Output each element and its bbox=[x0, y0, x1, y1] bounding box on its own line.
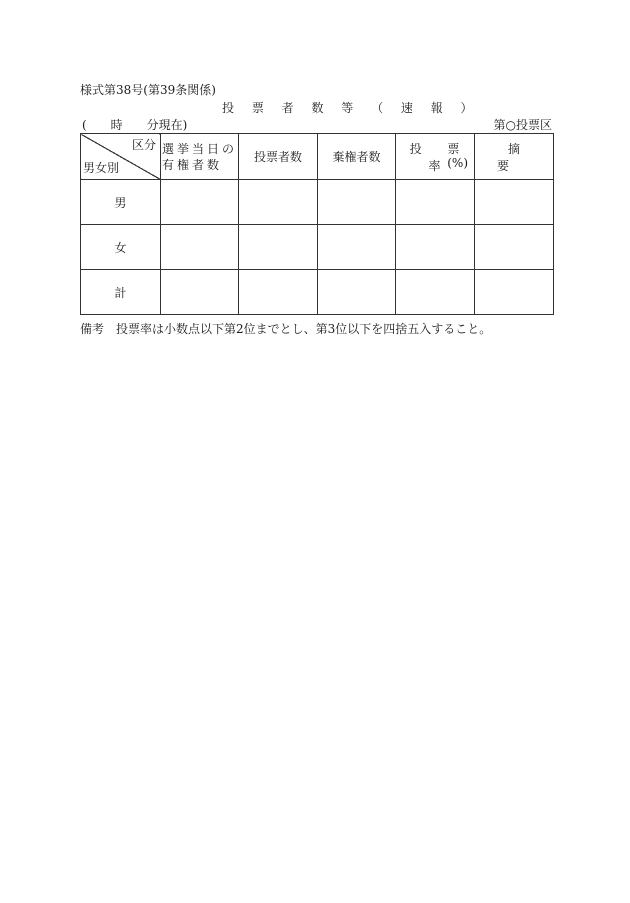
cell-remarks-total bbox=[475, 270, 554, 315]
remarks-note: 備考 投票率は小数点以下第2位までとし、第3位以下を四捨五入すること。 bbox=[80, 322, 492, 336]
cell-remarks-female bbox=[475, 225, 554, 270]
rate-header-line2: (%) bbox=[447, 156, 468, 170]
time-as-of: ( 時 分現在) bbox=[82, 118, 188, 132]
cell-eligible-male bbox=[161, 180, 239, 225]
cell-abstainers-female bbox=[318, 225, 396, 270]
cell-rate-total bbox=[396, 270, 475, 315]
category-label: 区分 bbox=[131, 138, 156, 152]
cell-eligible-total bbox=[161, 270, 239, 315]
cell-voters-female bbox=[239, 225, 318, 270]
eligible-voters-header bbox=[161, 134, 239, 180]
cell-voters-total bbox=[239, 270, 318, 315]
table-row bbox=[81, 225, 554, 270]
corner-header-cell bbox=[81, 134, 161, 180]
polling-district: 第○投票区 bbox=[493, 118, 552, 132]
row-label-female: 女 bbox=[81, 225, 161, 270]
eligible-header-line2: 有権者数 bbox=[161, 157, 222, 172]
voter-count-table bbox=[80, 133, 577, 315]
voters-header: 投票者数 bbox=[239, 134, 318, 180]
cell-rate-male bbox=[396, 180, 475, 225]
table-row bbox=[81, 270, 554, 315]
table-row bbox=[81, 180, 554, 225]
turnout-rate-header bbox=[396, 134, 475, 180]
eligible-header-line1: 選挙当日の bbox=[161, 141, 237, 156]
form-number: 様式第38号(第39条関係) bbox=[80, 83, 216, 97]
header-row bbox=[81, 134, 554, 180]
row-label-male: 男 bbox=[81, 180, 161, 225]
cell-rate-female bbox=[396, 225, 475, 270]
gender-label: 男女別 bbox=[83, 161, 120, 175]
cell-voters-male bbox=[239, 180, 318, 225]
cell-abstainers-total bbox=[318, 270, 396, 315]
cell-abstainers-male bbox=[318, 180, 396, 225]
cell-remarks-male bbox=[475, 180, 554, 225]
remarks-header bbox=[475, 134, 577, 180]
remarks-header-label: 摘 要 bbox=[496, 141, 577, 173]
document-title: 投 票 者 数 等 （ 速 報 ） bbox=[222, 101, 480, 115]
row-label-total: 計 bbox=[81, 270, 161, 315]
rate-header-line1: 投 票 率 bbox=[409, 142, 471, 173]
abstainers-header: 棄権者数 bbox=[318, 134, 396, 180]
cell-eligible-female bbox=[161, 225, 239, 270]
